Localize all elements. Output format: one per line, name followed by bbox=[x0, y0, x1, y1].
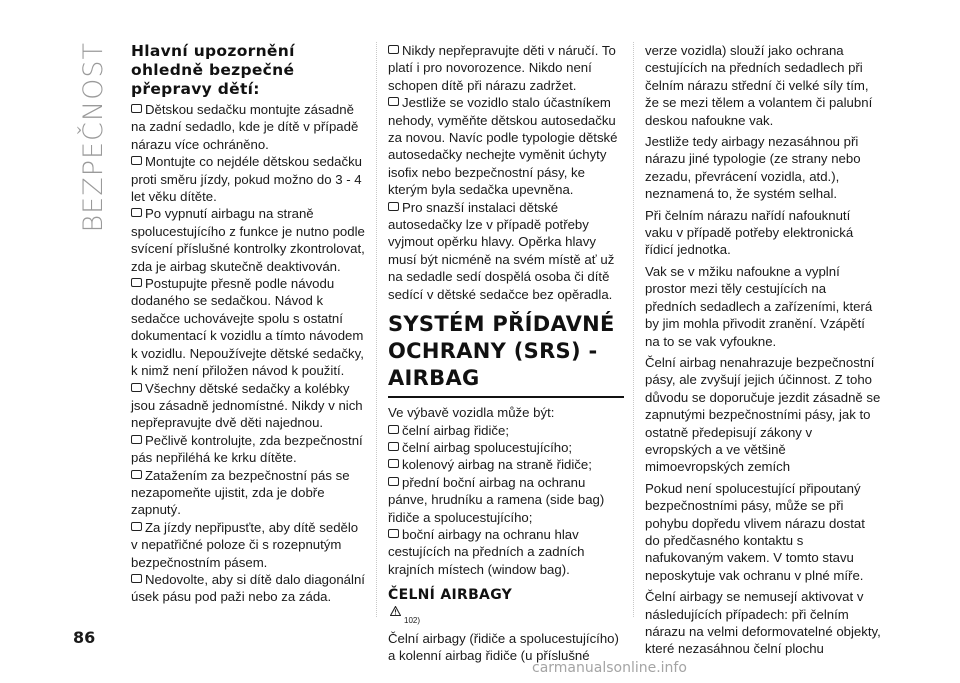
watermark: carmanualsonline.info bbox=[532, 660, 687, 676]
page-number: 86 bbox=[73, 628, 96, 647]
bullet-item: Všechny dětské sedačky a kolébky jsou zásadně jednomístné. Nikdy v nich nepřepravujte dvě děti najednou. bbox=[131, 380, 363, 431]
column-2 bbox=[388, 42, 624, 664]
bullet-icon bbox=[131, 470, 142, 479]
section-heading: Hlavní upozornění ohledně bezpečné přepravy dětí: bbox=[131, 42, 295, 98]
bullet-item: Pečlivě kontrolujte, zda bezpečnostní pás nepřiléhá ke krku dítěte. bbox=[131, 432, 363, 466]
paragraph: Čelní airbag nenahrazuje bezpečnostní pásy, ale zvyšují jejich účinnost. Z toho důvodu se doporučuje jezdit zásadně se zapnutými bezpečnostními pásy, jak to ostatně předepisují zákony v evropských a ve většině mimoevropských zemích bbox=[645, 354, 881, 475]
bullet-item: Za jízdy nepřipusťte, aby dítě sedělo v nepatřičné poloze či s rozepnutým bezpečnostním pásem. bbox=[131, 519, 359, 570]
bullet-icon bbox=[388, 97, 399, 106]
bullet-item: Nedovolte, aby si dítě dalo diagonální úsek pásu pod paži nebo za záda. bbox=[131, 571, 365, 605]
bullet-icon bbox=[388, 477, 399, 486]
paragraph: Čelní airbagy (řidiče a spolucestujícího) a kolenní airbag řidiče (u příslušné bbox=[388, 630, 619, 663]
bullet-icon bbox=[131, 208, 142, 217]
bullet-item: Nikdy nepřepravujte děti v náručí. To platí i pro novorozence. Nikdo není schopen dítě při nárazu zadržet. bbox=[388, 43, 616, 93]
warning-triangle-icon bbox=[390, 606, 401, 616]
bullet-icon bbox=[131, 104, 142, 113]
bullet-item: Zatažením za bezpečnostní pás se nezapomeňte ujistit, zda je dobře zapnutý. bbox=[131, 467, 350, 518]
bullet-icon bbox=[388, 529, 399, 538]
bullet-item: Montujte co nejdéle dětskou sedačku proti směru jízdy, pokud možno do 3 - 4 let věku dítěte. bbox=[131, 154, 363, 205]
paragraph: Pokud není spolucestující připoutaný bezpečnostními pásy, může se při pohybu dopředu vlivem nárazu dostat do předčasného kontaktu s nafukovaným vakem. V tomto stavu neposkytuje vak ochranu v plné míře. bbox=[645, 480, 865, 583]
bullet-item: boční airbagy na ochranu hlav cestujících na předních a zadních krajních místech (window bag). bbox=[388, 526, 585, 577]
section-heading-front-airbags: ČELNÍ AIRBAGY bbox=[388, 587, 513, 604]
bullet-icon bbox=[388, 425, 399, 434]
paragraph: verze vozidla) slouží jako ochrana cestujících na předních sedadlech při čelním nárazu střední či velké síly tím, že se mezi tělem a volantem či palubní deskou nafoukne vak. bbox=[645, 43, 873, 128]
bullet-icon bbox=[388, 45, 399, 54]
note-reference: 102) bbox=[404, 616, 421, 626]
paragraph: Jestliže tedy airbagy nezasáhnou při nárazu jiné typologie (ze strany nebo zezadu, převrácení vozidla, atd.), neznamená to, že systém selhal. bbox=[645, 134, 861, 202]
bullet-item: Po vypnutí airbagu na straně spolucestujícího z funkce je nutno podle svícení příslušné kontrolky zkontrolovat, zda je airbag skutečně deaktivován. bbox=[131, 206, 365, 274]
bullet-item: Jestliže se vozidlo stalo účastníkem nehody, vyměňte dětskou autosedačku za novou. Navíc podle typologie dětské autosedačky nechejte vyměnit úchyty isofix nebo bezpečnostní pásy, ke kterým byla sedačka upevněna. bbox=[388, 95, 618, 198]
bullet-item: Pro snazší instalaci dětské autosedačky lze v případě potřeby vyjmout opěrku hlavy. Opěrka hlavy musí být nicméně na svém místě ať už na sedadle sedí dospělá osoba či dítě sedící v dětské sedačce bez opěradla. bbox=[388, 199, 615, 302]
bullet-item: Postupujte přesně podle návodu dodaného se sedačkou. Návod k sedačce uchovávejte spolu s ostatní dokumentací k vozidlu a tímto návodem k vozidlu. Nepoužívejte dětské sedačky, k nimž není přiložen návod k použití. bbox=[131, 276, 364, 379]
bullet-item: čelní airbag spolucestujícího; bbox=[388, 439, 624, 456]
paragraph: Čelní airbagy se nemusejí aktivovat v následujících případech: při čelním nárazu na velmi deformovatelné objekty, které nezasáhnou čelní plochu bbox=[645, 589, 881, 657]
bullet-icon bbox=[131, 278, 142, 287]
bullet-icon bbox=[131, 435, 142, 444]
bullet-icon bbox=[131, 574, 142, 583]
bullet-item: čelní airbag řidiče; bbox=[388, 422, 624, 439]
paragraph: Vak se v mžiku nafoukne a vyplní prostor mezi těly cestujících na předních sedadlech a zařízeními, která by jim mohla přivodit zranění. Vzápětí na to se vak vyfoukne. bbox=[645, 263, 873, 349]
bullet-icon bbox=[388, 459, 399, 468]
paragraph: Při čelním nárazu nařídí nafouknutí vaku v případě potřeby elektronická řídicí jednotka. bbox=[645, 207, 854, 258]
column-divider bbox=[376, 42, 377, 617]
column-3 bbox=[645, 42, 881, 662]
bullet-icon bbox=[131, 383, 142, 392]
bullet-item: Dětskou sedačku montujte zásadně na zadní sedadlo, kde je dítě v případě nárazu více ochráněno. bbox=[131, 102, 359, 152]
section-tab-label: BEZPEČNOST bbox=[78, 42, 109, 233]
column-1 bbox=[131, 42, 367, 606]
bullet-item: kolenový airbag na straně řidiče; bbox=[388, 456, 624, 473]
bullet-icon bbox=[388, 202, 399, 211]
section-heading-srs: SYSTÉM PŘÍDAVNÉ OCHRANY (SRS) - AIRBAG bbox=[388, 311, 624, 398]
bullet-icon bbox=[388, 442, 399, 451]
bullet-item: přední boční airbag na ochranu pánve, hrudníku a ramena (side bag) řidiče a spolucestujícího; bbox=[388, 474, 605, 525]
bullet-icon bbox=[131, 522, 142, 531]
bullet-icon bbox=[131, 156, 142, 165]
column-divider bbox=[633, 42, 634, 617]
intro-text: Ve výbavě vozidla může být: bbox=[388, 405, 555, 421]
